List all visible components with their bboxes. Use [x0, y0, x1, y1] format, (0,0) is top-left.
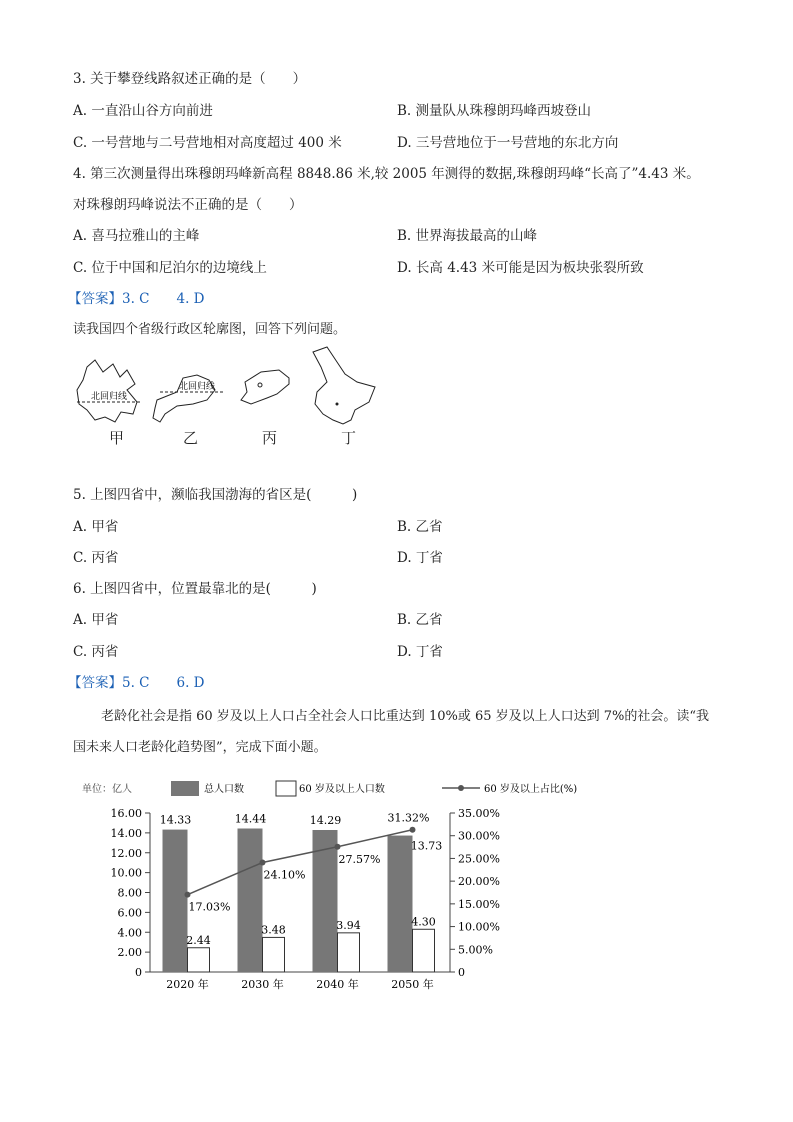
- ratio-label: 27.57%: [338, 852, 381, 866]
- option: D. 三号营地位于一号营地的东北方向: [397, 135, 619, 151]
- map-intro: 读我国四个省级行政区轮廓图，回答下列问题。: [73, 322, 347, 337]
- right-tick-label: 25.00%: [458, 852, 500, 866]
- ratio-point: [335, 844, 341, 850]
- bar-label-elderly: 4.30: [411, 915, 436, 929]
- left-tick-label: 14.00: [110, 826, 142, 840]
- aging-intro-line-2: 国未来人口老龄化趋势图”，完成下面小题。: [73, 740, 327, 755]
- bar-total-population: [238, 829, 263, 972]
- answer-block-2: [68, 671, 205, 691]
- answer-tag: 【答案】: [68, 291, 122, 307]
- option: D. 丁省: [397, 550, 443, 566]
- left-tick-label: 2.00: [117, 946, 142, 960]
- tropic-label: 北回归线: [91, 392, 128, 402]
- x-tick-label: 2050 年: [391, 978, 434, 991]
- province-bing-outline: [241, 370, 289, 404]
- answer-text: 3. C 4. D: [122, 291, 205, 307]
- answer-text: 5. C 6. D: [122, 675, 205, 691]
- bar-label-total: 14.44: [234, 812, 267, 826]
- ratio-point: [410, 827, 416, 833]
- map-label-yi: 乙: [183, 429, 199, 447]
- province-jia-outline: [77, 360, 137, 422]
- ratio-label: 17.03%: [188, 900, 231, 914]
- question-3-stem: 3. 关于攀登线路叙述正确的是（ ）: [73, 71, 307, 87]
- right-tick-label: 30.00%: [458, 829, 500, 843]
- aging-intro-line-1: 老龄化社会是指 60 岁及以上人口占全社会人口比重达到 10%或 65 岁及以上人口达到 7%的社会。读“我: [101, 709, 710, 724]
- option: C. 丙省: [73, 550, 119, 566]
- map-label-jia: 甲: [109, 429, 125, 447]
- question-4-stem-2: 对珠穆朗玛峰说法不正确的是（ ）: [73, 197, 303, 213]
- option: B. 测量队从珠穆朗玛峰西坡登山: [397, 103, 592, 119]
- option: C. 位于中国和尼泊尔的边境线上: [73, 260, 267, 276]
- bar-label-total: 13.73: [410, 839, 443, 853]
- ratio-point: [260, 860, 266, 866]
- left-tick-label: 8.00: [117, 886, 142, 900]
- right-tick-label: 20.00%: [458, 875, 500, 889]
- question-6-stem: 6. 上图四省中，位置最靠北的是( ): [73, 581, 317, 597]
- right-tick-label: 0: [458, 966, 465, 979]
- right-tick-label: 15.00%: [458, 897, 500, 911]
- bar-elderly-population: [338, 933, 360, 972]
- bar-label-total: 14.33: [159, 813, 192, 827]
- option: B. 乙省: [397, 519, 443, 535]
- x-tick-label: 2020 年: [166, 978, 209, 991]
- legend-label-ratio: 60 岁及以上占比(%): [484, 784, 578, 795]
- province-ding-outline: [313, 347, 375, 424]
- option: B. 乙省: [397, 612, 443, 628]
- question-5-stem: 5. 上图四省中，濒临我国渤海的省区是( ): [73, 487, 358, 503]
- bar-label-elderly: 2.44: [186, 933, 211, 947]
- left-tick-label: 6.00: [117, 906, 142, 920]
- left-tick-label: 10.00: [110, 866, 142, 880]
- option: C. 一号营地与二号营地相对高度超过 400 米: [73, 135, 342, 151]
- left-tick-label: 4.00: [117, 926, 142, 940]
- bar-label-elderly: 3.94: [336, 918, 361, 932]
- ratio-label: 31.32%: [387, 811, 430, 825]
- legend-swatch-elderly: [276, 781, 296, 796]
- legend-label-total: 总人口数: [204, 784, 244, 795]
- bar-total-population: [163, 830, 188, 972]
- legend-label-elderly: 60 岁及以上人口数: [299, 784, 385, 795]
- option: A. 喜马拉雅山的主峰: [73, 228, 200, 244]
- unit-label: 单位：亿人: [82, 784, 132, 795]
- bar-label-total: 14.29: [309, 813, 342, 827]
- province-outline-map: [65, 342, 385, 447]
- bar-elderly-population: [188, 948, 210, 972]
- answer-tag: 【答案】: [68, 675, 122, 691]
- option: A. 甲省: [73, 612, 119, 628]
- ratio-label: 24.10%: [263, 868, 306, 882]
- bar-total-population: [388, 836, 413, 972]
- map-label-ding: 丁: [341, 429, 357, 447]
- map-label-bing: 丙: [262, 429, 278, 447]
- x-tick-label: 2030 年: [241, 978, 284, 991]
- legend-marker-ratio: [458, 785, 464, 791]
- answer-block-1: [68, 287, 205, 307]
- tropic-label: 北回归线: [179, 382, 216, 392]
- option: D. 丁省: [397, 644, 443, 660]
- x-tick-label: 2040 年: [316, 978, 359, 991]
- left-tick-label: 12.00: [110, 846, 142, 860]
- option: D. 长高 4.43 米可能是因为板块张裂所致: [397, 260, 644, 276]
- option: A. 甲省: [73, 519, 119, 535]
- question-4-stem: 4. 第三次测量得出珠穆朗玛峰新高程 8848.86 米,较 2005 年测得的数据,珠穆朗玛峰“长高了”4.43 米。: [73, 166, 700, 182]
- left-tick-label: 0: [135, 966, 142, 979]
- option: C. 丙省: [73, 644, 119, 660]
- right-tick-label: 35.00%: [458, 807, 500, 820]
- right-tick-label: 5.00%: [458, 943, 493, 957]
- bar-elderly-population: [413, 929, 435, 972]
- bar-elderly-population: [263, 937, 285, 972]
- aging-trend-chart: [70, 770, 578, 1000]
- option: A. 一直沿山谷方向前进: [73, 103, 213, 119]
- bar-label-elderly: 3.48: [261, 923, 286, 937]
- legend-swatch-total: [171, 781, 199, 796]
- left-tick-label: 16.00: [110, 807, 142, 820]
- ratio-point: [185, 892, 191, 898]
- option: B. 世界海拔最高的山峰: [397, 228, 538, 244]
- right-tick-label: 10.00%: [458, 920, 500, 934]
